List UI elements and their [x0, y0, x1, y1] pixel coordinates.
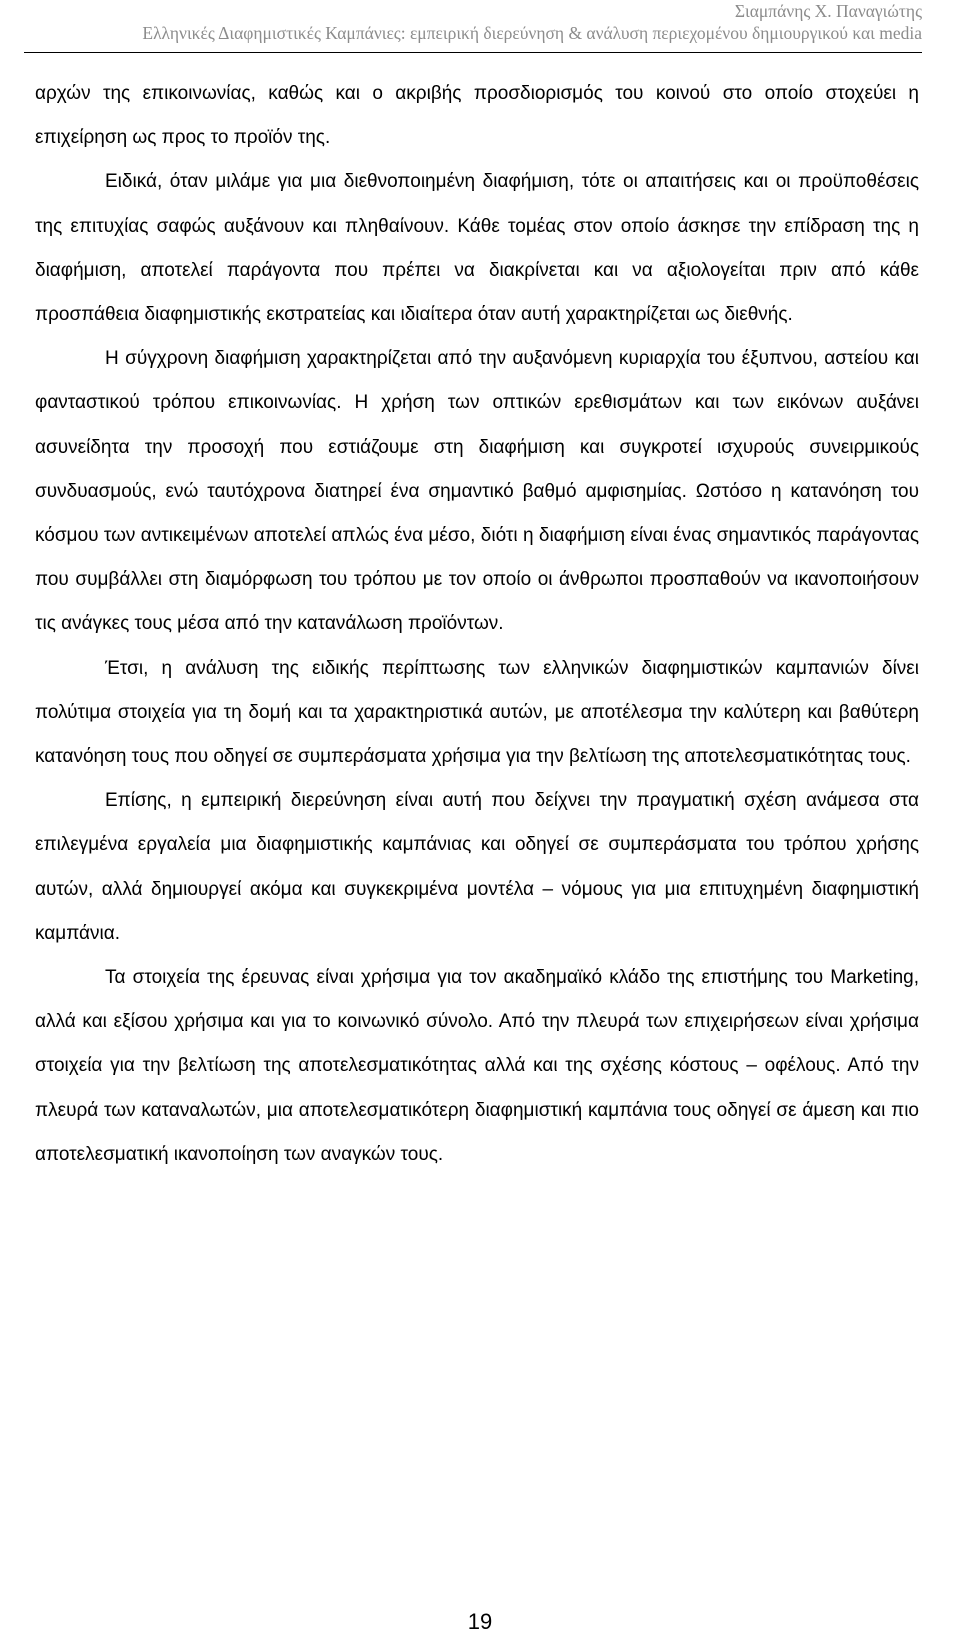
paragraph-3: Η σύγχρονη διαφήμιση χαρακτηρίζεται από την αυξανόμενη κυριαρχία του έξυπνου, αστείου και φανταστικού τρόπου επικοινωνίας. Η χρήση των οπτικών ερεθισμάτων και των εικόνων αυξάνει ασυνείδητα την προσοχή που εστιάζουμε στη διαφήμιση και συγκροτεί ισχυρούς συνειρμικούς συνδυασμούς, ενώ ταυτόχρονα διατηρεί ένα σημαντικό βαθμό αμφισημίας. Ωστόσο η κατανόηση του κόσμου των αντικειμένων αποτελεί απλώς ένα μέσο, διότι η διαφήμιση είναι ένας σημαντικός παράγοντας που συμβάλλει στη διαμόρφωση του τρόπου με τον οποίο οι άνθρωποι προσπαθούν να ικανοποιήσουν τις ανάγκες τους μέσα από την κατανάλωση προϊόντων.: [35, 348, 919, 635]
paragraph-6: Τα στοιχεία της έρευνας είναι χρήσιμα για τον ακαδημαϊκό κλάδο της επιστήμης του Marketing, αλλά και εξίσου χρήσιμα και για το κοινωνικό σύνολο. Από την πλευρά των επιχειρήσεων είναι χρήσιμα στοιχεία για την βελτίωση της αποτελεσματικότητας αλλά και της σχέσης κόστους – οφέλους. Από την πλευρά των καταναλωτών, μια αποτελεσματικότερη διαφημιστική καμπάνια τους οδηγεί σε άμεση και πιο αποτελεσματική ικανοποίηση των αναγκών τους.: [35, 967, 919, 1165]
body-text: [35, 72, 919, 1177]
page-number: 19: [467, 1609, 493, 1634]
paragraph-4: Έτσι, η ανάλυση της ειδικής περίπτωσης των ελληνικών διαφημιστικών καμπανιών δίνει πολύτιμα στοιχεία για τη δομή και τα χαρακτηριστικά αυτών, με αποτέλεσμα την καλύτερη και βαθύτερη κατανόηση τους που οδηγεί σε συμπεράσματα χρήσιμα για την βελτίωση της αποτελεσματικότητας τους.: [35, 657, 919, 768]
running-header: [24, 0, 922, 53]
header-author: Σιαμπάνης Χ. Παναγιώτης: [734, 1, 922, 21]
paragraph-2: Ειδικά, όταν μιλάμε για μια διεθνοποιημένη διαφήμιση, τότε οι απαιτήσεις και οι προϋποθέσεις της επιτυχίας σαφώς αυξάνουν και πληθαίνουν. Κάθε τομέας στον οποίο άσκησε την επίδραση της η διαφήμιση, αποτελεί παράγοντα που πρέπει να διακρίνεται και να αξιολογείται πριν από κάθε προσπάθεια διαφημιστικής εκστρατείας και ιδιαίτερα όταν αυτή χαρακτηρίζεται ως διεθνής.: [35, 171, 919, 326]
header-title: Ελληνικές Διαφημιστικές Καμπάνιες: εμπειρική διερεύνηση & ανάλυση περιεχομένου δημιουργικού και media: [142, 23, 922, 43]
paragraph-5: Επίσης, η εμπειρική διερεύνηση είναι αυτή που δείχνει την πραγματική σχέση ανάμεσα στα επιλεγμένα εργαλεία μια διαφημιστικής καμπάνιας και οδηγεί σε συμπεράσματα του τρόπου χρήσης αυτών, αλλά δημιουργεί ακόμα και συγκεκριμένα μοντέλα – νόμους για μια επιτυχημένη διαφημιστική καμπάνια.: [35, 790, 919, 944]
paragraph-1: αρχών της επικοινωνίας, καθώς και ο ακριβής προσδιορισμός του κοινού στο οποίο στοχεύει η επιχείρηση ως προς το προϊόν της.: [35, 83, 919, 149]
